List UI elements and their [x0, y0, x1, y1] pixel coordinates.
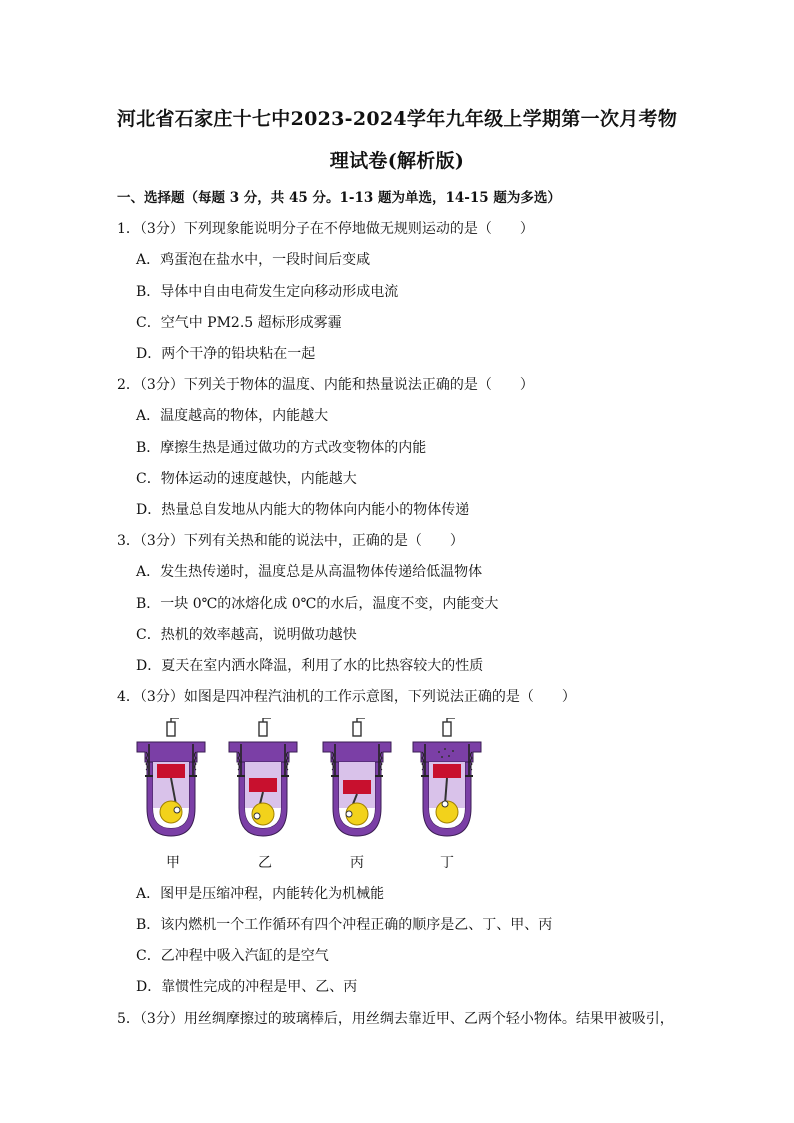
question-2-stem: 2．（3分）下列关于物体的温度、内能和热量说法正确的是（ ） [117, 377, 534, 393]
question-3-option-d: D．夏天在室内洒水降温，利用了水的比热容较大的性质 [136, 658, 484, 674]
engine-bing [323, 718, 391, 836]
question-2-option-d: D．热量总自发地从内能大的物体向内能小的物体传递 [136, 502, 470, 518]
question-1-stem: 1．（3分）下列现象能说明分子在不停地做无规则运动的是（ ） [117, 221, 534, 237]
question-3-option-b: B．一块 0℃的冰熔化成 0℃的水后，温度不变，内能变大 [136, 596, 499, 612]
question-3-option-a: A．发生热传递时，温度总是从高温物体传递给低温物体 [136, 564, 483, 580]
piston [433, 764, 461, 778]
four-stroke-engine-figure [133, 718, 483, 874]
question-4-option-b: B．该内燃机一个工作循环有四个冲程正确的顺序是乙、丁、甲、丙 [136, 917, 553, 933]
question-2-option-a: A．温度越高的物体，内能越大 [136, 408, 329, 424]
question-1-option-b: B．导体中自由电荷发生定向移动形成电流 [136, 284, 399, 300]
engine-yi [229, 718, 297, 836]
piston [249, 778, 277, 792]
document-title-line1: 河北省石家庄十七中2023-2024学年九年级上学期第一次月考物 [116, 108, 678, 130]
question-4-option-d: D．靠惯性完成的冲程是甲、乙、丙 [136, 979, 358, 995]
question-3-stem: 3．（3分）下列有关热和能的说法中，正确的是（ ） [117, 533, 464, 549]
piston [343, 780, 371, 794]
question-5-stem: 5．（3分）用丝绸摩擦过的玻璃棒后，用丝绸去靠近甲、乙两个轻小物体。结果甲被吸引， [117, 1011, 674, 1027]
piston [157, 764, 185, 778]
engine-jia [137, 718, 205, 836]
question-3-option-c: C．热机的效率越高，说明做功越快 [136, 627, 357, 643]
question-1-option-a: A．鸡蛋泡在盐水中，一段时间后变咸 [136, 252, 371, 268]
question-1-option-c: C．空气中 PM2.5 超标形成雾霾 [136, 315, 342, 331]
question-4-option-a: A．图甲是压缩冲程，内能转化为机械能 [136, 886, 385, 902]
engine-ding [413, 718, 481, 836]
question-1-option-d: D．两个干净的铅块粘在一起 [136, 346, 316, 362]
question-4-stem: 4．（3分）如图是四冲程汽油机的工作示意图，下列说法正确的是（ ） [117, 689, 576, 705]
figure-caption-bing: 丙 [350, 855, 364, 871]
figure-caption-yi: 乙 [258, 855, 272, 871]
figure-caption-jia: 甲 [166, 855, 180, 871]
section-heading: 一、选择题（每题 3 分，共 45 分。1-13 题为单选，14-15 题为多选） [117, 190, 561, 206]
document-title-line2: 理试卷(解析版) [329, 150, 465, 172]
figure-caption-ding: 丁 [440, 855, 454, 871]
question-2-option-c: C．物体运动的速度越快，内能越大 [136, 471, 357, 487]
question-4-option-c: C．乙冲程中吸入汽缸的是空气 [136, 948, 329, 964]
question-2-option-b: B．摩擦生热是通过做功的方式改变物体的内能 [136, 440, 427, 456]
